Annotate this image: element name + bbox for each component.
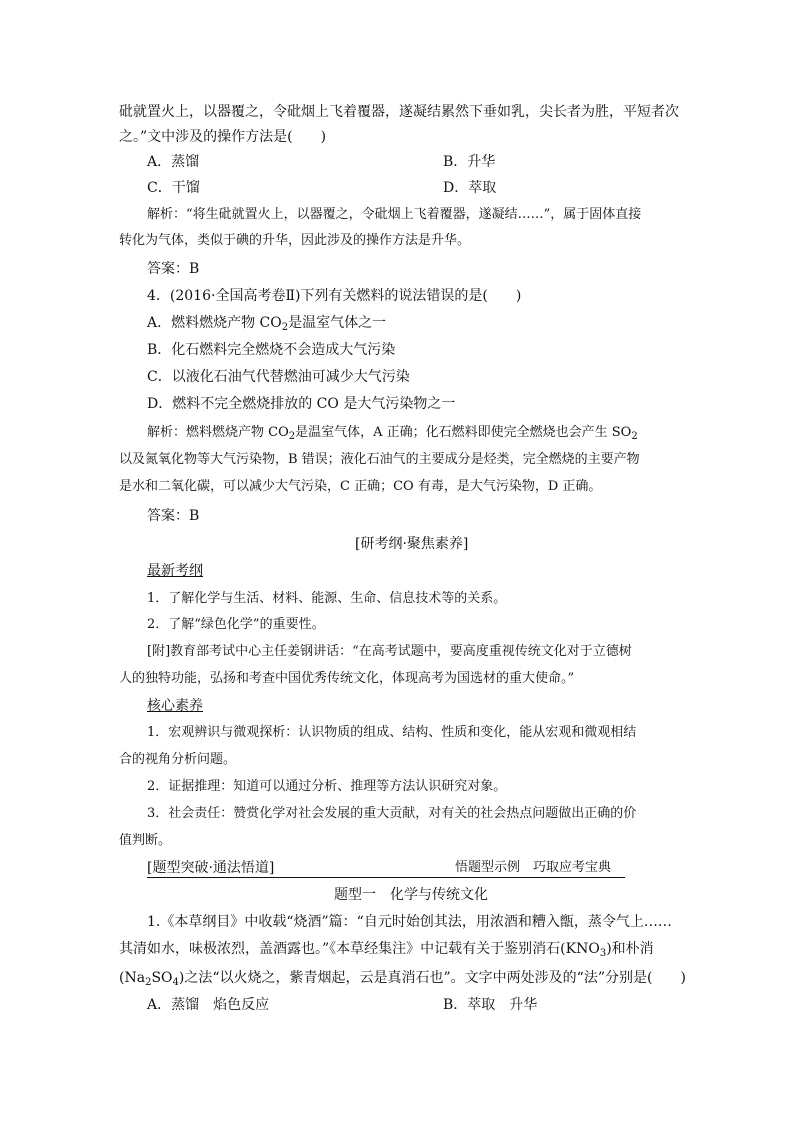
q4-analysis-text: 解析：燃料燃烧产物 CO xyxy=(147,425,289,440)
type1-title: 题型一 化学与传统文化 xyxy=(334,887,488,903)
type1-q1-line2 xyxy=(119,940,654,958)
core-item-1-line2: 合的视角分析问题。 xyxy=(119,752,237,767)
q4-analysis-subscript: 2 xyxy=(288,431,296,442)
breakthrough-underline xyxy=(147,877,625,878)
type1-q1-option-b: B．萃取 升华 xyxy=(443,997,538,1013)
core-heading: 核心素养 xyxy=(147,698,203,714)
type1-q1-line3-subscript-1: 2 xyxy=(145,977,152,988)
core-item-3-line1: 3．社会责任：赞赏化学对社会发展的重大贡献，对有关的社会热点问题做出正确的价 xyxy=(147,806,637,821)
syllabus-heading: 最新考纲 xyxy=(147,563,203,579)
q4-option-a xyxy=(147,314,386,332)
type1-q1-line3 xyxy=(119,969,686,987)
type1-q1-line2-subscript: 3 xyxy=(599,948,607,959)
q3-analysis-line2: 转化为气体，类似于碘的升华，因此涉及的操作方法是升华。 xyxy=(119,233,471,248)
core-item-1-line1: 1．宏观辨识与微观探析：认识物质的组成、结构、性质和变化，能从宏观和微观相结 xyxy=(147,725,637,740)
q4-option-a-text: A．燃料燃烧产物 CO xyxy=(147,315,282,331)
syllabus-note-line2: 人的独特功能，弘扬和考查中国优秀传统文化，体现高考为国选材的重大使命。” xyxy=(119,671,575,686)
q4-analysis-line3: 是水和二氧化碳，可以减少大气污染，C 正确；CO 有毒，是大气污染物，D 正确。 xyxy=(119,479,602,494)
core-item-3-line2: 值判断。 xyxy=(119,833,172,848)
q3-option-c: C．干馏 xyxy=(147,180,200,196)
core-item-2: 2．证据推理：知道可以通过分析、推理等方法认识研究对象。 xyxy=(147,779,507,794)
q3-answer: 答案：B xyxy=(147,261,200,277)
type1-q1-option-a: A．蒸馏 焰色反应 xyxy=(147,997,270,1013)
section-title: [研考纲·聚焦素养] xyxy=(355,536,469,552)
q3-analysis-line1: 解析：“将生砒就置火上，以器覆之，令砒烟上飞着覆器，遂凝结……”，属于固体直接 xyxy=(147,207,642,222)
q3-option-d: D．萃取 xyxy=(443,180,497,196)
syllabus-note-line1: [附]教育部考试中心主任姜钢讲话：“在高考试题中，要高度重视传统文化对于立德树 xyxy=(147,644,632,659)
syllabus-item-2: 2．了解“绿色化学”的重要性。 xyxy=(147,617,325,632)
type1-q1-line2-text: 其清如水，味极浓烈，盖酒露也。”《本草经集注》中记载有关于鉴别消石(KNO xyxy=(119,941,600,957)
type1-q1-line3-text-mid: SO xyxy=(151,970,173,986)
q3-option-a: A．蒸馏 xyxy=(147,154,200,170)
q4-stem: 4．(2016·全国高考卷Ⅱ)下列有关燃料的说法错误的是( ) xyxy=(147,288,522,304)
type1-q1-line1: 1.《本草纲目》中收载“烧酒”篇：“自元时始创其法，用浓酒和糟入甑，蒸令气上…… xyxy=(147,914,672,930)
q4-option-d: D．燃料不完全燃烧排放的 CO 是大气污染物之一 xyxy=(147,396,456,412)
q4-option-b: B．化石燃料完全燃烧不会造成大气污染 xyxy=(147,342,396,358)
q3-stem-line1: 砒就置火上，以器覆之，令砒烟上飞着覆器，遂凝结累然下垂如乳，尖长者为胜，平短者次 xyxy=(119,104,679,120)
q4-option-a-text-post: 是温室气体之一 xyxy=(288,315,387,331)
q4-analysis-line2: 以及氮氧化物等大气污染物，B 错误；液化石油气的主要成分是烃类，完全燃烧的主要产物 xyxy=(119,452,640,467)
type1-q1-line3-text-post: )之法“以火烧之，紫青烟起，云是真消石也”。文字中两处涉及的“法”分别是( ) xyxy=(178,970,686,986)
breakthrough-right: 悟题型示例 巧取应考宝典 xyxy=(455,860,612,875)
type1-q1-line3-subscript-2: 4 xyxy=(172,977,179,988)
q4-analysis-subscript-2: 2 xyxy=(631,431,638,442)
breakthrough-left: [题型突破·通法悟道] xyxy=(147,860,275,876)
q4-answer: 答案：B xyxy=(147,508,200,524)
type1-q1-line3-text: (Na xyxy=(119,970,146,986)
q4-analysis-line1 xyxy=(147,424,638,442)
q3-option-b: B．升华 xyxy=(443,154,496,170)
q4-option-c: C．以液化石油气代替燃油可减少大气污染 xyxy=(147,369,410,385)
q4-option-a-subscript: 2 xyxy=(281,322,289,333)
type1-q1-line2-text-post: )和朴消 xyxy=(606,941,654,957)
q3-stem-line2: 之。”文中涉及的操作方法是( ) xyxy=(119,129,327,145)
q4-analysis-text-mid: 是温室气体，A 正确；化石燃料即使完全燃烧也会产生 SO xyxy=(295,425,632,440)
syllabus-item-1: 1．了解化学与生活、材料、能源、生命、信息技术等的关系。 xyxy=(147,591,507,606)
